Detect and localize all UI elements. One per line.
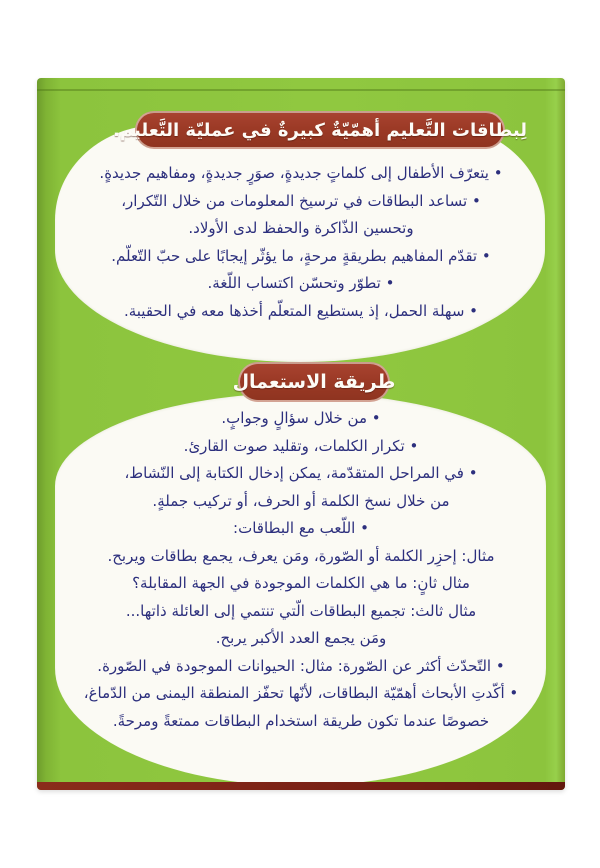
usage-line: • التّحدّث أكثر عن الصّورة: مثال: الحيوانات الموجودة في الصّورة. bbox=[97, 656, 505, 675]
usage-line: خصوصًا عندما تكون طريقة استخدام البطاقات ممتعةً ومرحةً. bbox=[112, 711, 490, 730]
usage-line: ومَن يجمع العدد الأكبر يربح. bbox=[215, 629, 387, 647]
usage-title: طريقة الاستعمال bbox=[232, 371, 396, 393]
flashcard-box-back bbox=[37, 78, 565, 790]
benefit-line: • تقدّم المفاهيم بطريقةٍ مرحةٍ، ما يؤثّر إيجابًا على حبّ التّعلّم. bbox=[111, 246, 491, 265]
box-bottom-edge bbox=[37, 782, 565, 790]
usage-text-block bbox=[41, 405, 561, 735]
benefit-line: • يتعرّف الأطفال إلى كلماتٍ جديدةٍ، صوَرٍ جديدةٍ، ومفاهيم جديدةٍ. bbox=[99, 164, 503, 182]
usage-line: • أكّدتِ الأبحاث أهمّيّة البطاقات، لأنّها تحفّز المنطقة اليمنى من الدّماغ، bbox=[83, 684, 519, 702]
benefits-title: لِبطاقات التَّعليم أهمّيّةٌ كبيرةٌ في عمليّة التَّعليم. bbox=[113, 119, 527, 141]
usage-line: مثال ثالث: تجميع البطاقات الّتي تنتمي إلى العائلة ذاتها... bbox=[125, 601, 477, 620]
usage-title-badge bbox=[232, 362, 396, 402]
usage-line: • من خلال سؤالٍ وجوابٍ. bbox=[221, 409, 381, 427]
benefits-title-badge bbox=[113, 111, 527, 149]
benefit-line: وتحسين الذّاكرة والحفظ لدى الأولاد. bbox=[188, 219, 414, 237]
benefit-line: • تساعد البطاقات في ترسيخ المعلومات من خلال التّكرار، bbox=[121, 191, 481, 210]
usage-line: من خلال نسخ الكلمة أو الحرف، أو تركيب جملةٍ. bbox=[152, 491, 450, 510]
usage-line: مثال: إحزِر الكلمة أو الصّورة، ومَن يعرف، يجمع بطاقات ويربح. bbox=[107, 546, 495, 565]
usage-line: • تكرار الكلمات، وتقليد صوت القارئ. bbox=[183, 436, 419, 455]
usage-line: مثال ثانٍ: ما هي الكلمات الموجودة في الجهة المقابلة؟ bbox=[132, 574, 470, 592]
benefits-text-block bbox=[41, 160, 561, 325]
box-top-crease bbox=[37, 89, 565, 91]
usage-line: • في المراحل المتقدّمة، يمكن إدخال الكتابة إلى النّشاط، bbox=[124, 464, 478, 482]
benefit-line: • تطوّر وتحسّن اكتساب اللّغة. bbox=[207, 274, 395, 292]
usage-line: • اللّعب مع البطاقات: bbox=[233, 519, 369, 537]
benefit-line: • سهلة الحمل، إذ يستطيع المتعلّم أخذها معه في الحقيبة. bbox=[123, 301, 479, 320]
